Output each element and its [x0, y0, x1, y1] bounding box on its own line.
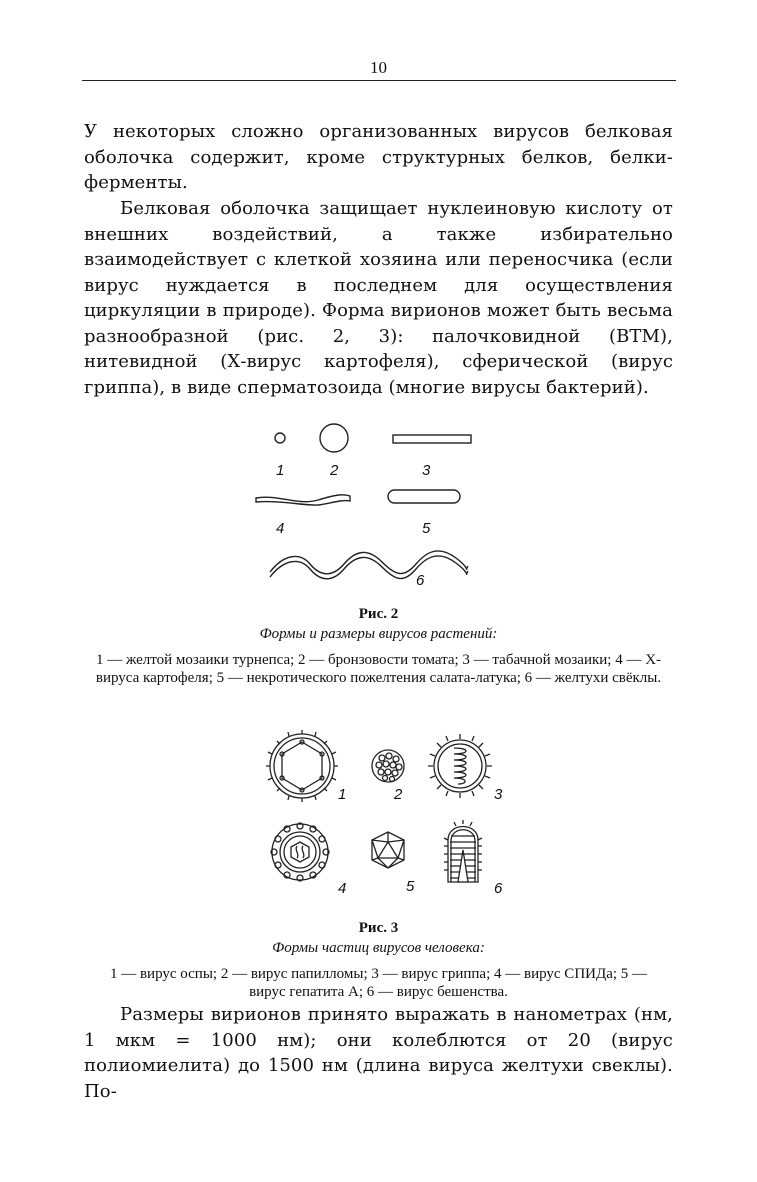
fig3-label-2: 2: [394, 786, 403, 803]
virus-shape-2-sphere: [320, 424, 348, 452]
figure-2-drawing: [248, 408, 488, 598]
fig2-label-3: 3: [422, 462, 431, 479]
virus-2-papilloma: [372, 750, 404, 782]
fig3-label-1: 1: [338, 786, 347, 803]
virus-shape-3-rod: [393, 435, 471, 443]
figure-2-plant-virus-shapes: [248, 408, 488, 598]
fig2-label-2: 2: [330, 462, 339, 479]
figure-3-legend: 1 — вирус оспы; 2 — вирус папилломы; 3 — вирус гриппа; 4 — вирус СПИДа; 5 — вирус гепатита А; 6 — вирус бешенства.: [109, 966, 648, 1000]
virus-shape-4-filament: [256, 495, 350, 505]
fig3-label-3: 3: [494, 786, 503, 803]
fig3-label-5: 5: [406, 878, 415, 895]
fig2-label-4: 4: [276, 520, 285, 537]
paragraph-1: У некоторых сложно организованных вирусов белковая оболочка содержит, кроме структурных белков, белки-ферменты.: [84, 121, 673, 193]
header-rule: [82, 80, 676, 81]
paragraph-2: Белковая оболочка защищает нуклеиновую кислоту от внешних воздействий, а также избирательно взаимодействует с клеткой хозяина или переносчика (если вирус нуждается в последнем для осуществления циркуляции в природе). Форма вирионов может быть весьма разнообразной (рис. 2, 3): палочковидной (ВТМ), нитевидной (Х-вирус картофеля), сферической (вирус гриппа), в виде сперматозоида (многие вирусы бактерий).: [84, 198, 673, 398]
figure-2-title: Рис. 2: [358, 606, 399, 622]
page-number: 10: [370, 58, 387, 77]
virus-6-rabies: [444, 820, 482, 882]
virus-3-influenza: [428, 734, 492, 798]
virus-4-hiv: [271, 823, 329, 881]
virus-shape-1-small-sphere: [275, 433, 285, 443]
fig2-label-5: 5: [422, 520, 431, 537]
figure-3-human-virus-shapes: [258, 726, 508, 904]
figure-2-subtitle: Формы и размеры вирусов растений:: [259, 626, 498, 642]
fig3-label-6: 6: [494, 880, 503, 897]
virus-5-hepatitis-a: [372, 832, 404, 868]
paragraph-3: Размеры вирионов принято выражать в нанометрах (нм, 1 мкм = 1000 нм); они колеблются от 20 (вирус полиомиелита) до 1500 нм (длина вируса желтухи свеклы). По-: [84, 1004, 673, 1102]
virus-1-smallpox: [266, 730, 338, 802]
fig3-label-4: 4: [338, 880, 347, 897]
figure-2-legend: 1 — желтой мозаики турнепса; 2 — бронзовости томата; 3 — табачной мозаики; 4 — Х-вируса картофеля; 5 — некротического пожелтения салата-латука; 6 — желтухи свёклы.: [95, 652, 662, 686]
figure-3-drawing: [258, 726, 508, 904]
fig2-label-1: 1: [276, 462, 285, 479]
figure-3-title: Рис. 3: [358, 920, 399, 936]
figure-3-subtitle: Формы частиц вирусов человека:: [272, 940, 485, 956]
fig2-label-6: 6: [416, 572, 425, 589]
virus-shape-5-bacilliform: [388, 490, 460, 503]
